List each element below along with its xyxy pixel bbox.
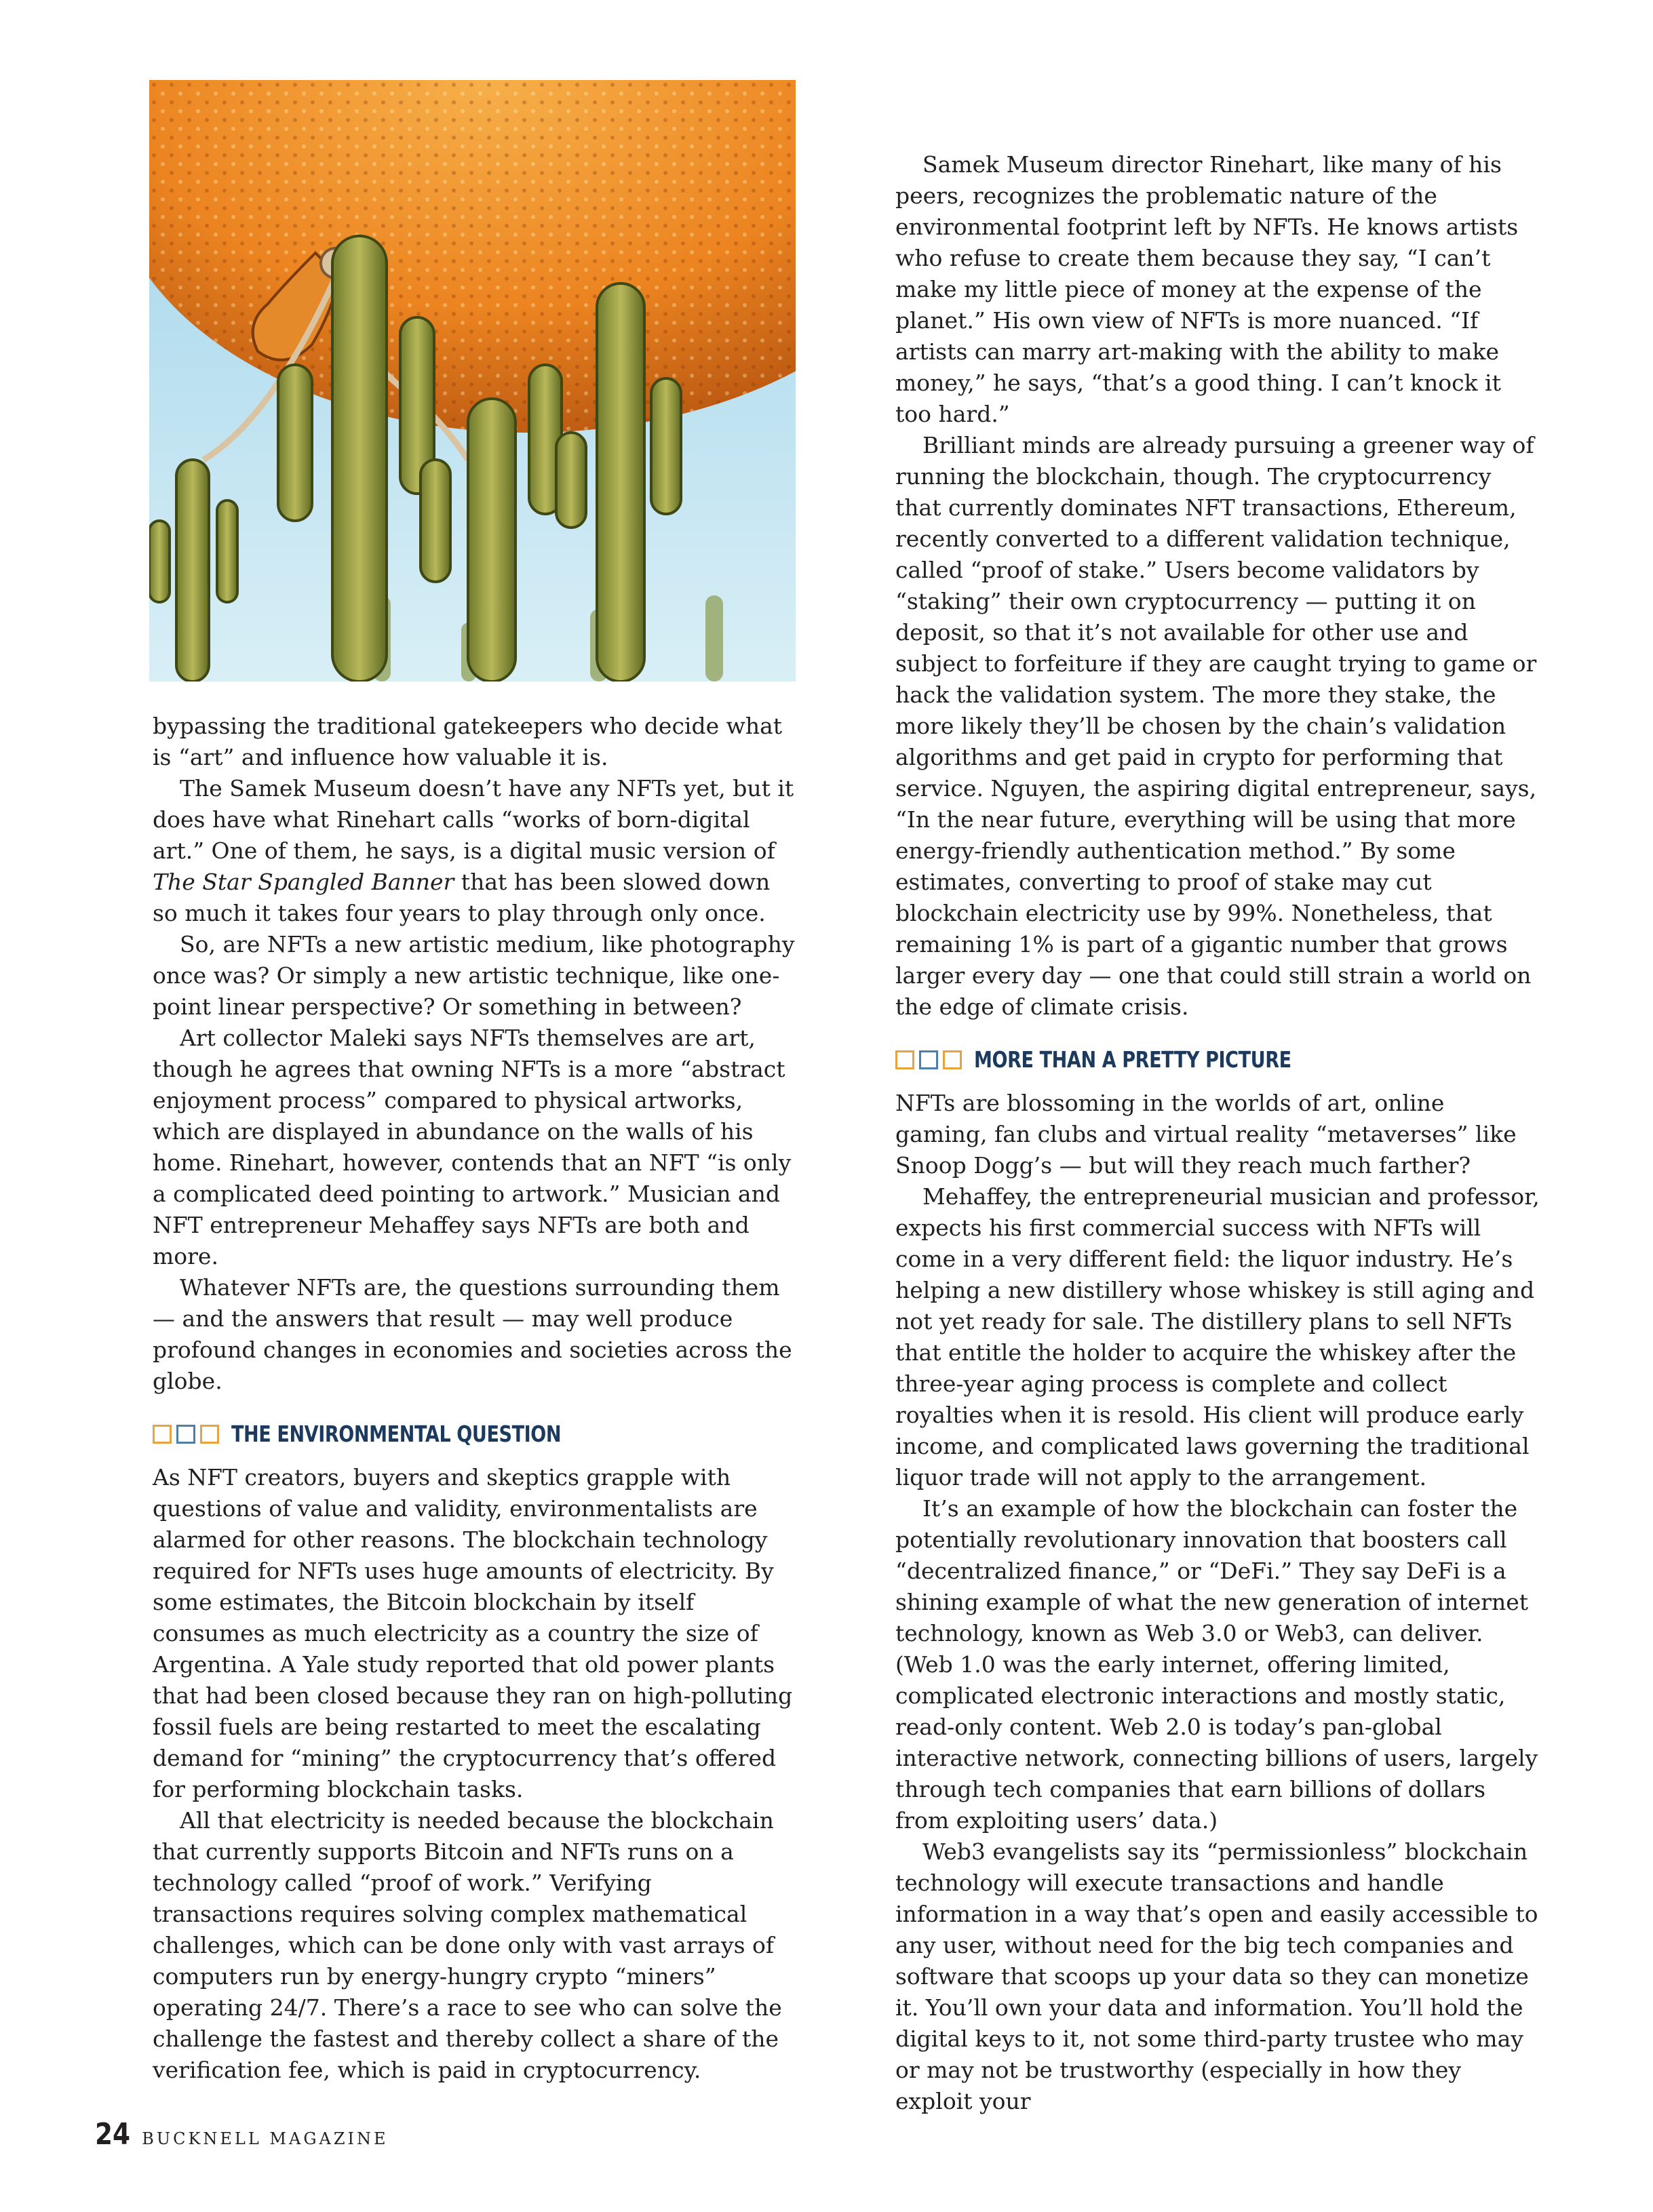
paragraph: All that electricity is needed because the blockchain that currently supports Bitcoin and NFTs runs on a technology called “proof of work.” Verifying transactions requires solving complex mathematical challenges, which can be done only with vast arrays of computers run by energy-hungry crypto “miners” operating 24/7. There’s a race to see who can solve the challenge the fastest and thereby collect a share of the verification fee, which is paid in cryptocurrency. [153, 1807, 782, 2083]
page-footer [95, 2117, 389, 2152]
italic-title: The Star Spangled Banner [153, 869, 454, 895]
paragraph: So, are NFTs a new artistic medium, like photography once was? Or simply a new artistic technique, like one-point linear perspective? Or something in between? [153, 931, 795, 1020]
paragraph: bypassing the traditional gatekeepers who decide what is “art” and influence how valuable it is. [153, 713, 783, 770]
decorative-boxes-icon [895, 1050, 962, 1069]
paragraph: As NFT creators, buyers and skeptics grapple with questions of value and validity, environmentalists are alarmed for other reasons. The blockchain technology required for NFTs uses huge amounts of electricity. By some estimates, the Bitcoin blockchain by itself consumes as much electricity as a country the size of Argentina. A Yale study reported that old power plants that had been closed because they ran on high-polluting fossil fuels are being restarted to meet the escalating demand for “mining” the cryptocurrency that’s offered for performing blockchain tasks. [153, 1464, 793, 1802]
left-column [153, 711, 797, 2086]
paragraph: Art collector Maleki says NFTs themselves are art, though he agrees that owning NFTs is a more “abstract enjoyment process” compared to physical artworks, which are displayed in abundance on the walls of his home. Rinehart, however, contends that an NFT “is only a complicated deed pointing to artwork.” Musician and NFT entrepreneur Mehaffey says NFTs are both and more. [153, 1025, 792, 1269]
paragraph: Mehaffey, the entrepreneurial musician and professor, expects his first commercial success with NFTs will come in a very different field: the liquor industry. He’s helping a new distillery whose whiskey is still aging and not yet ready for sale. The distillery plans to sell NFTs that entitle the holder to acquire the whiskey after the three-year aging process is complete and collect royalties when it is resold. His client will produce early income, and complicated laws governing the traditional liquor trade will not apply to the arrangement. [895, 1183, 1540, 1490]
page-number: 24 [95, 2117, 131, 2152]
right-column [895, 149, 1540, 2117]
section-heading-text: THE ENVIRONMENTAL QUESTION [231, 1421, 562, 1447]
magazine-name: BUCKNELL MAGAZINE [142, 2129, 389, 2148]
paragraph: It’s an example of how the blockchain can foster the potentially revolutionary innovation that boosters call “decentralized finance,” or “DeFi.” They say DeFi is a shining example of what the new generation of internet technology, known as Web 3.0 or Web3, can deliver. (Web 1.0 was the early internet, offering limited, complicated electronic interactions and mostly static, read-only content. Web 2.0 is today’s pan-global interactive network, connecting billions of users, largely through tech companies that earn billions of dollars from exploiting users’ data.) [895, 1495, 1538, 1834]
section-heading [153, 1416, 797, 1453]
section-heading-text: MORE THAN A PRETTY PICTURE [974, 1046, 1291, 1073]
decorative-boxes-icon [153, 1425, 219, 1444]
paragraph: NFTs are blossoming in the worlds of art, online gaming, fan clubs and virtual reality “metaverses” like Snoop Dogg’s — but will they reach much farther? [895, 1090, 1517, 1179]
cactus-balloon-illustration [149, 80, 796, 682]
paragraph: The Samek Museum doesn’t have any NFTs yet, but it does have what Rinehart calls “works of born-digital art.” One of them, he says, is a digital music version of The Star Spangled Banner that has been slowed down so much it takes four years to play through only once. [153, 775, 794, 926]
section-heading [895, 1042, 1540, 1078]
paragraph: Whatever NFTs are, the questions surrounding them — and the answers that result — may well produce profound changes in economies and societies across the globe. [153, 1274, 792, 1394]
paragraph: Samek Museum director Rinehart, like many of his peers, recognizes the problematic nature of the environmental footprint left by NFTs. He knows artists who refuse to create them because they say, “I can’t make my little piece of money at the expense of the planet.” His own view of NFTs is more nuanced. “If artists can marry art-making with the ability to make money,” he says, “that’s a good thing. I can’t knock it too hard.” [895, 151, 1519, 427]
paragraph: Web3 evangelists say its “permissionless” blockchain technology will execute transactions and handle information in a way that’s open and easily accessible to any user, without need for the big tech companies and software that scoops up your data so they can monetize it. You’ll own your data and information. You’ll hold the digital keys to it, not some third-party trustee who may or may not be trustworthy (especially in how they exploit your [895, 1838, 1538, 2114]
paragraph: Brilliant minds are already pursuing a greener way of running the blockchain, though. The cryptocurrency that currently dominates NFT transactions, Ethereum, recently converted to a different validation technique, called “proof of stake.” Users become validators by “staking” their own cryptocurrency — putting it on deposit, so that it’s not available for other use and subject to forfeiture if they are caught trying to game or hack the validation system. The more they stake, the more likely they’ll be chosen by the chain’s validation algorithms and get paid in crypto for performing that service. Nguyen, the aspiring digital entrepreneur, says, “In the near future, everything will be using that more energy-friendly authentication method.” By some estimates, converting to proof of stake may cut blockchain electricity use by 99%. Nonetheless, that remaining 1% is part of a gigantic number that grows larger every day — one that could still strain a world on the edge of climate crisis. [895, 432, 1537, 1020]
